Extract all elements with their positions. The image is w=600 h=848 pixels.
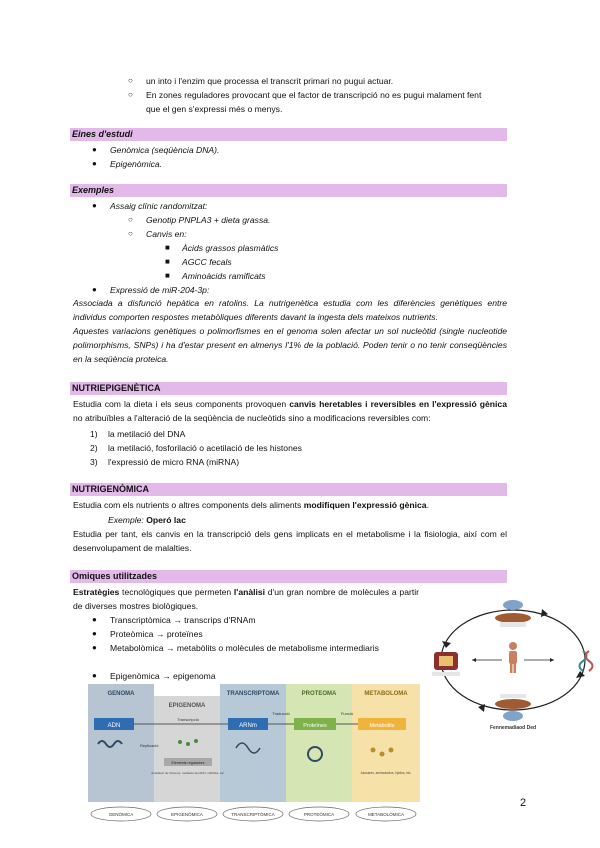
exemples-genotip: Genotip PNPLA3 + dieta grassa.: [146, 215, 271, 225]
bullet-circle: ○: [128, 90, 133, 99]
epi-label: Elements reguladors: [171, 761, 205, 765]
bullet-circle: ○: [128, 215, 133, 224]
omiques-item-2: Proteòmica → proteïnes: [110, 629, 203, 639]
top-item-1: un into i l'enzim que processa el transcrit primari no pugui actuar.: [146, 76, 394, 86]
top-item-2b: que el gen s'expressi més o menys.: [146, 104, 283, 114]
list-number: 2): [90, 443, 98, 453]
exemples-para-2: Aquestes variacions genètiques o polimorfismes en el genoma solen afectar un sol nucleòtid (single nucleotide polimorphisms, SNPs) i ha d'estar present en almenys l'1% de la població. Poden tenir o no tenir conseqüències en la seqüència proteica.: [73, 326, 507, 364]
omics-figure: [88, 684, 424, 824]
bullet-dot: ●: [92, 201, 97, 210]
bullet-dot: ●: [92, 145, 97, 154]
text-run: Estudia com els nutrients o altres components dels aliments: [73, 500, 304, 510]
nutriepigenetica-paragraph: [73, 397, 507, 425]
page-number: 2: [520, 797, 527, 809]
list-number: 1): [90, 429, 98, 439]
cycle-node-top: [495, 600, 531, 627]
epi-item-1: la metilació del DNA: [108, 429, 186, 439]
bullet-circle: ○: [128, 229, 133, 238]
person-icon: [509, 642, 517, 673]
bullet-square: ■: [165, 243, 170, 252]
text-run: Exemple:: [108, 515, 144, 525]
bullet-dot: ●: [92, 615, 97, 624]
arrow-label: Transcripció: [177, 717, 199, 722]
text-run: d'un gran nombre de molècules a partir de diverses mostres biològiques.: [73, 587, 420, 611]
col-proteoma: [286, 684, 352, 802]
eines-item-1: Genòmica (seqüència DNA).: [110, 145, 220, 155]
bullet-square: ■: [165, 257, 170, 266]
section-nutriepigenetica-header: NUTRIEPIGENÈTICA: [70, 382, 507, 395]
bullet-dot: ●: [92, 643, 97, 652]
cycle-caption: Fennemadiaod Ded: [489, 725, 537, 731]
replicacio-label: Replicació: [140, 743, 159, 748]
bottom-label: GENÒMICA: [108, 812, 134, 817]
text-run: Estudia com la dieta i els seus components provoquen: [73, 399, 290, 409]
arrow-head: [550, 658, 554, 662]
omiques-item-3: Metabolòmica → metabòlits o molècules de metabolisme intermediaris: [110, 643, 379, 653]
box-label: ARNm: [239, 723, 257, 729]
exemples-para-1: Associada a disfunció hepàtica en ratolins. La nutrigenètica estudia com les diferències genètiques entre individus comporten respostes metabòliques diferents davant la ingesta dels mateixos nutrients.: [73, 298, 507, 322]
exemples-sub-1: Àcids grassos plasmàtics: [182, 243, 279, 253]
text-run-bold: Estratègies: [73, 587, 120, 597]
cycle-node-bottom: [495, 694, 531, 721]
arrow-label: Funció: [340, 711, 354, 716]
section-exemples-header: Exemples: [70, 184, 507, 197]
arrow-label: Traducció: [272, 711, 290, 716]
cycle-node-right: [580, 651, 593, 671]
section-eines-header: Eines d'estudi: [70, 128, 507, 141]
text-run-bold: l'anàlisi: [233, 587, 266, 597]
eines-item-2: Epigenòmica.: [110, 159, 163, 169]
bullet-dot: ●: [92, 285, 97, 294]
nutrigenomica-paragraph-1: [73, 498, 429, 512]
omiques-item-1: Transcriptòmica → transcrips d'RNAm: [110, 615, 256, 625]
box-label: Proteïnes: [303, 723, 327, 729]
text-run-bold: canvis heretables i reversibles en l'expressió gènica: [289, 399, 507, 409]
bottom-label: EPIGENÒMICA: [171, 812, 203, 817]
epi-note: Acetilació de histones, metilació del ADN, miRNAs, etc.: [151, 771, 225, 775]
text-run: tecnològiques que permeten: [119, 587, 234, 597]
epi-item-2: la metilació, fosforilació o acetilació de les histones: [108, 443, 302, 453]
col-metaboloma: [352, 684, 420, 802]
exemples-canvis: Canvis en:: [146, 229, 187, 239]
nutrition-cycle-figure: [430, 596, 596, 731]
exemples-sub-3: Aminoàcids ramificats: [182, 271, 266, 281]
nutrigenomica-exemple: [108, 513, 186, 527]
section-omiques-header: Omiques utilitzades: [70, 570, 507, 583]
bullet-dot: ●: [92, 629, 97, 638]
col-title: GENOMA: [107, 691, 135, 697]
omiques-item-4: Epigenòmica → epigenoma: [110, 671, 216, 681]
cycle-node-left: [432, 652, 460, 676]
text-run: .: [426, 500, 429, 510]
nutrigenomica-paragraph-2: Estudia per tant, els canvis en la transcripció dels gens implicats en el metabolisme i la fisiologia, així com el desenvolupament de malalties.: [73, 529, 507, 553]
col-transcriptoma: [220, 684, 286, 802]
section-nutrigenomica-header: NUTRIGENÒMICA: [70, 483, 507, 496]
meta-note: Azúcares, aminoácidos, lípidos, etc.: [360, 771, 412, 775]
bottom-label: METABOLÒMICA: [368, 812, 404, 817]
col-title: TRANSCRIPTOMA: [226, 691, 280, 697]
col-title: PROTEOMA: [301, 691, 337, 697]
exemples-sub-2: AGCC fecals: [182, 257, 232, 267]
text-run-bold: Operó lac: [146, 515, 186, 525]
bottom-label: TRANSCRIPTÒMICA: [231, 812, 275, 817]
exemples-assaig: Assaig clínic randomitzat:: [110, 201, 208, 211]
arrow-head: [472, 658, 476, 662]
text-run: no atribuïbles a l'alteració de la seqüència de nucleòtids sino a modificacions reversibles com:: [73, 413, 431, 423]
bullet-circle: ○: [128, 76, 133, 85]
bullet-square: ■: [165, 271, 170, 280]
col-epigenoma: [154, 696, 220, 802]
box-label: Metabolits: [369, 723, 395, 729]
col-title: EPIGENOMA: [168, 703, 206, 709]
bullet-dot: ●: [92, 671, 97, 680]
omiques-paragraph: [73, 585, 419, 613]
epi-item-3: l'expressió de micro RNA (miRNA): [108, 457, 240, 467]
box-label: ADN: [107, 723, 121, 729]
exemples-mir: Expressió de miR-204-3p:: [110, 285, 210, 295]
text-run-bold: modifiquen l'expressió gènica: [303, 500, 427, 510]
top-item-2a: En zones reguladores provocant que el factor de transcripció no es pugui malament fent: [146, 90, 482, 100]
list-number: 3): [90, 457, 98, 467]
bullet-dot: ●: [92, 159, 97, 168]
col-title: METABOLOMA: [364, 691, 408, 697]
bottom-label: PROTEÒMICA: [303, 812, 335, 817]
